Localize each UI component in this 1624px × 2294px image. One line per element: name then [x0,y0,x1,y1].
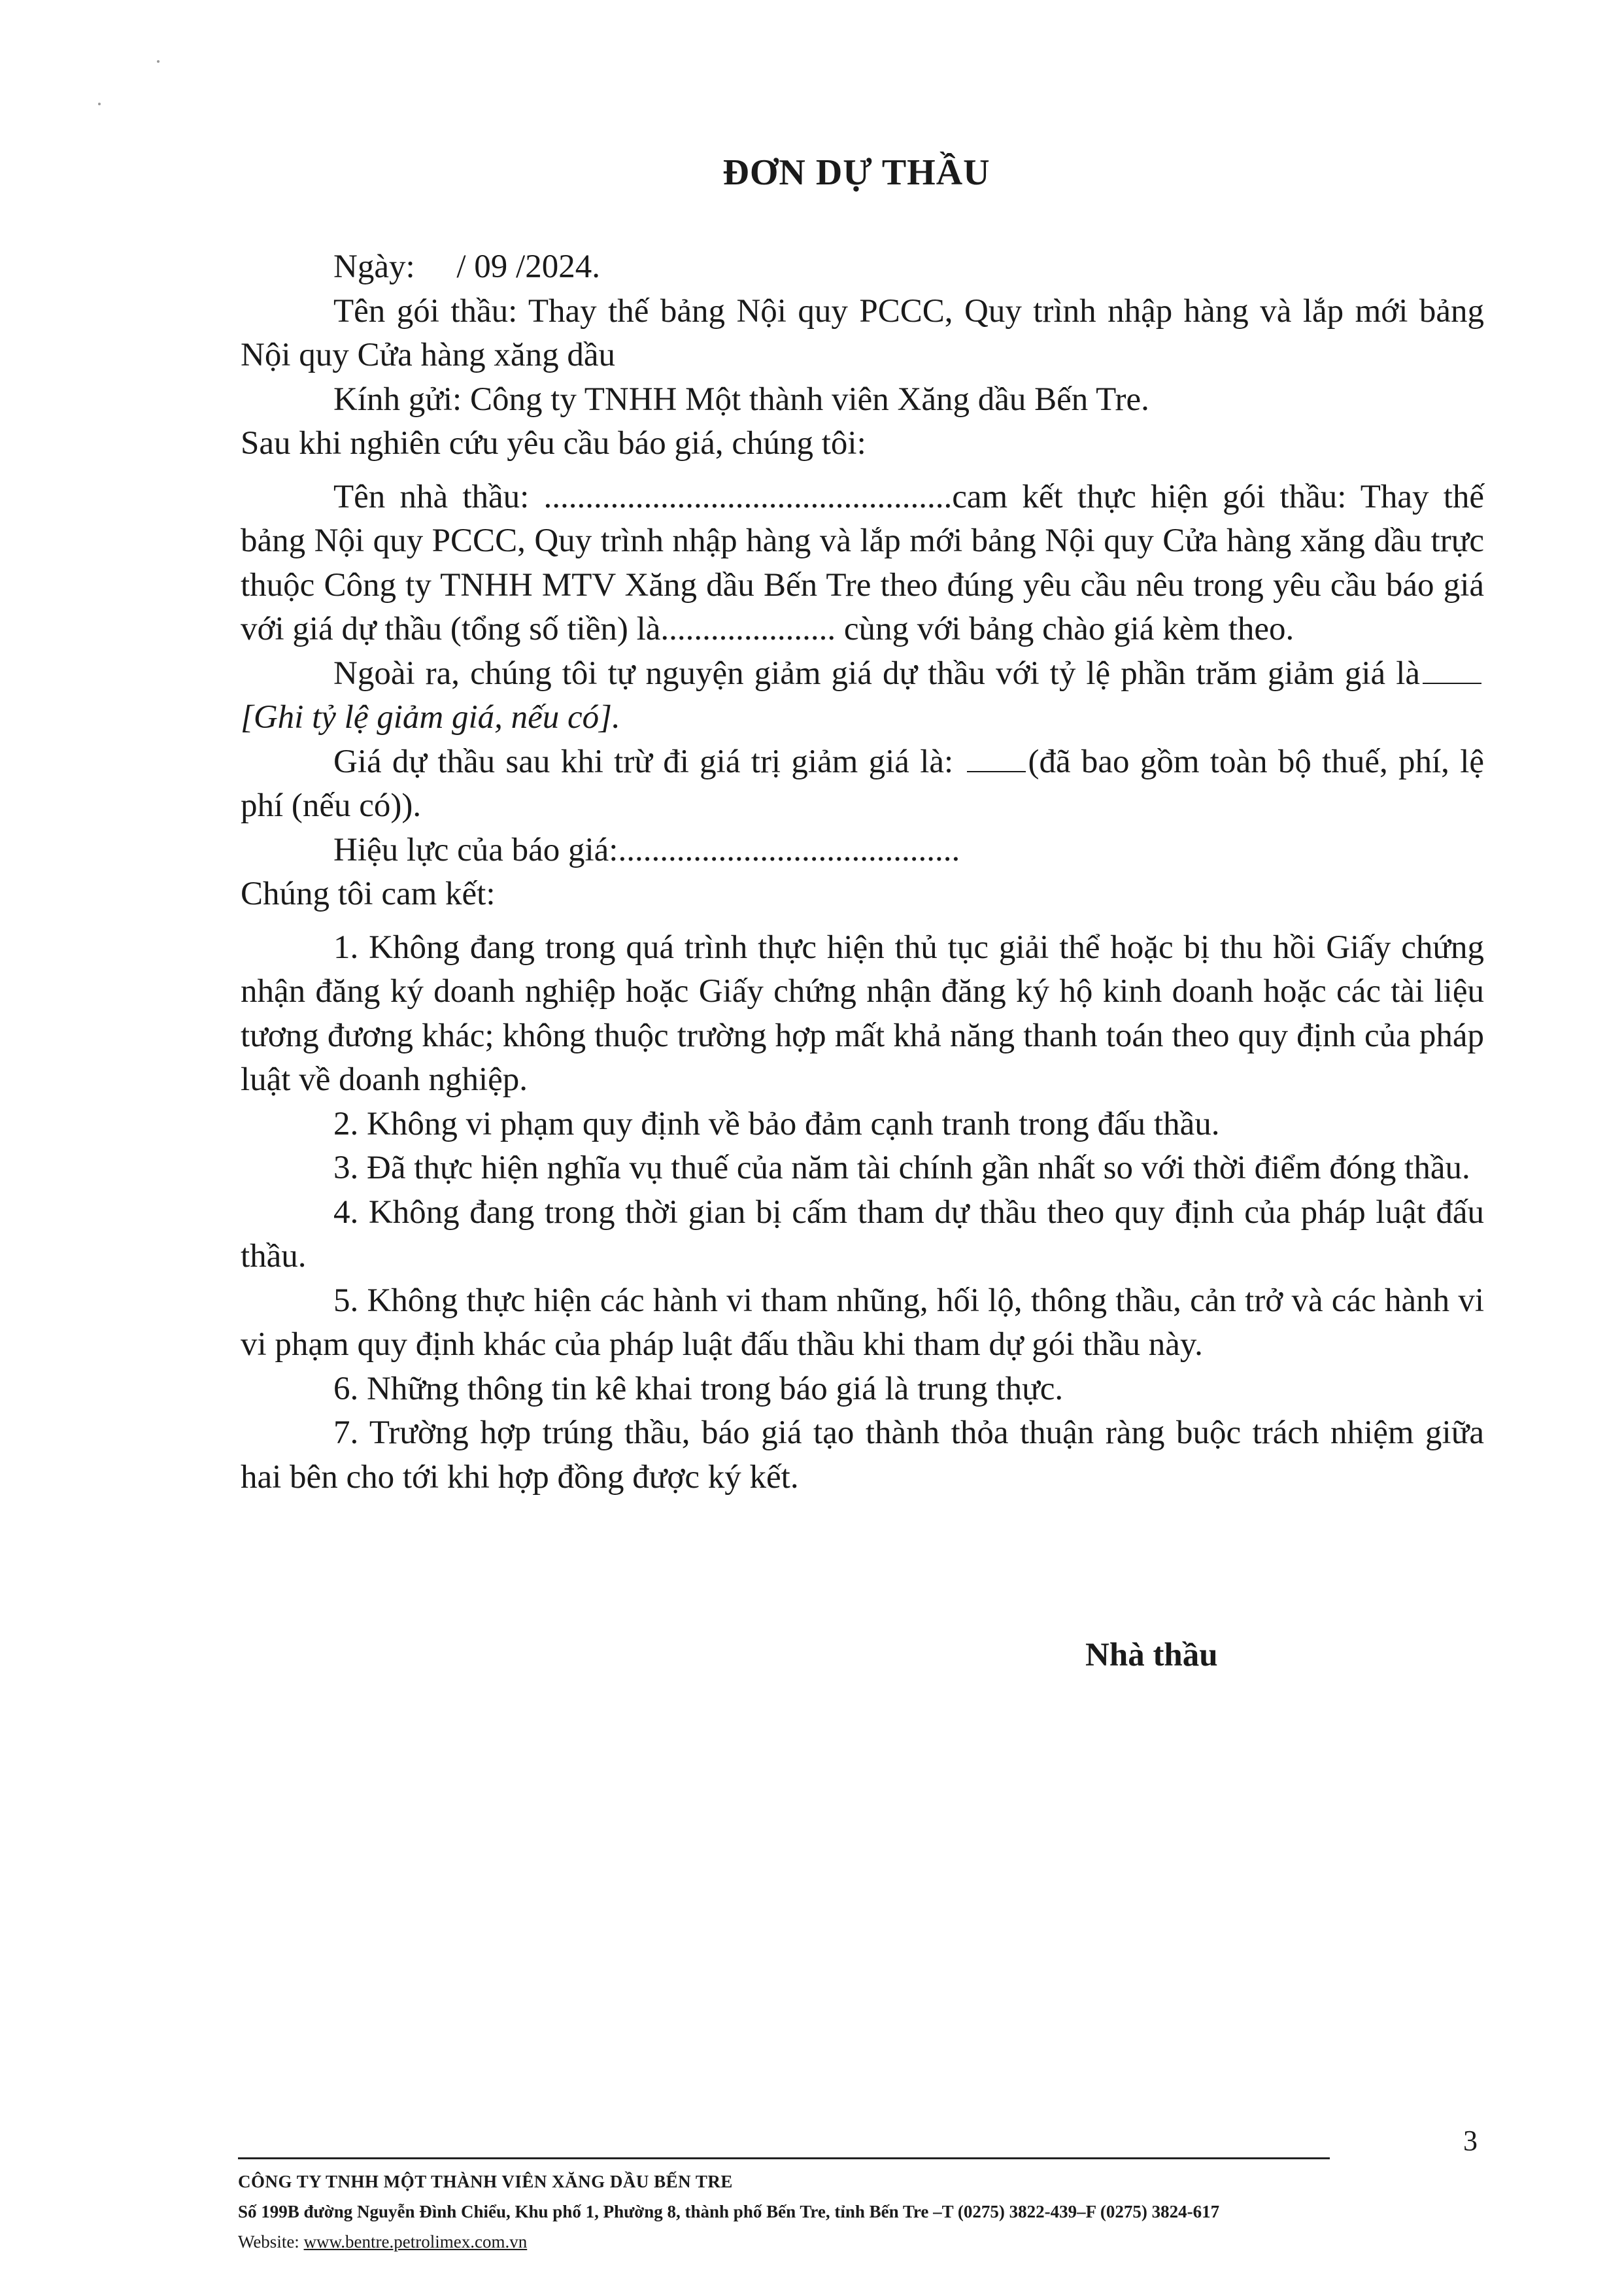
commitment-item: 5. Không thực hiện các hành vi tham nhũng, hối lộ, thông thầu, cản trở và các hành vi vi phạm quy định khác của pháp luật đấu thầu khi tham dự gói thầu này. [241,1282,1484,1363]
price-after-prefix: Giá dự thầu sau khi trừ đi giá trị giảm giá là: [333,743,954,780]
commitment-item: 6. Những thông tin kê khai trong báo giá là trung thực. [333,1370,1064,1407]
footer-website-label: Website: [238,2232,304,2251]
price-after-discount [241,740,1484,829]
commit-heading: Chúng tôi cam kết: [241,876,496,912]
intro-line: Sau khi nghiên cứu yêu cầu báo giá, chúng tôi: [241,425,866,462]
commitment-list [241,926,1484,1500]
contractor-statement: Tên nhà thầu: .................................................cam kết thực hiện gói thầu: Thay thế bảng Nội quy PCCC, Quy trình nhập hàng và lắp mới bảng Nội quy Cửa hàng xăng dầu trực thuộc Công ty TNHH MTV Xăng dầu Bến Tre theo đúng yêu cầu nêu trong yêu cầu báo giá với giá dự thầu (tổng số tiền) là..................... cùng với bảng chào giá kèm theo. [241,478,1484,647]
scan-speck [98,103,101,105]
commitment-item: 7. Trường hợp trúng thầu, báo giá tạo thành thỏa thuận ràng buộc trách nhiệm giữa hai bên cho tới khi hợp đồng được ký kết. [241,1414,1484,1496]
document-title: ĐƠN DỰ THẦU [722,152,990,193]
footer-website-link[interactable]: www.bentre.petrolimex.com.vn [303,2232,528,2251]
footer-company: CÔNG TY TNHH MỘT THÀNH VIÊN XĂNG DẦU BẾN TRE [238,2172,733,2191]
discount-blank [1423,657,1481,684]
validity-line: Hiệu lực của báo giá:......................................... [333,831,960,868]
commitment-item: 4. Không đang trong thời gian bị cấm tham dự thầu theo quy định của pháp luật đấu thầu. [241,1193,1484,1275]
scan-speck [157,60,160,63]
footer-address: Số 199B đường Nguyễn Đình Chiểu, Khu phố 1, Phường 8, thành phố Bến Tre, tỉnh Bến Tre –T (0275) 3822-439–F (0275) 3824-617 [238,2202,1220,2221]
signer-label: Nhà thầu [1085,1637,1218,1673]
footer-website [238,2227,1480,2257]
document-body [241,245,1484,1499]
price-blank [967,745,1026,772]
page-footer [238,2166,1480,2257]
price-after-suffix: (đã bao gồm toàn bộ thuế, phí, lệ phí (nếu có)). [241,743,1485,824]
discount-note: [Ghi tỷ lệ giảm giá, nếu có]. [241,699,620,736]
discount-text: Ngoài ra, chúng tôi tự nguyện giảm giá dự thầu với tỷ lệ phần trăm giảm giá là [333,655,1420,692]
commitment-item: 1. Không đang trong quá trình thực hiện thủ tục giải thể hoặc bị thu hồi Giấy chứng nhận đăng ký doanh nghiệp hoặc Giấy chứng nhận đăng ký hộ kinh doanh hoặc các tài liệu tương đương khác; không thuộc trường hợp mất khả năng thanh toán theo quy định của pháp luật về doanh nghiệp. [241,929,1484,1098]
discount-paragraph [241,652,1484,740]
recipient-line: Kính gửi: Công ty TNHH Một thành viên Xăng dầu Bến Tre. [333,381,1149,418]
package-name: Tên gói thầu: Thay thế bảng Nội quy PCCC, Quy trình nhập hàng và lắp mới bảng Nội quy Cửa hàng xăng dầu [241,292,1484,373]
page-number: 3 [1463,2125,1478,2157]
date-line: Ngày: / 09 /2024. [333,248,600,285]
commitment-item: 2. Không vi phạm quy định về bảo đảm cạnh tranh trong đấu thầu. [333,1105,1220,1142]
commitment-item: 3. Đã thực hiện nghĩa vụ thuế của năm tài chính gần nhất so với thời điểm đóng thầu. [333,1150,1470,1186]
footer-divider [238,2157,1330,2159]
